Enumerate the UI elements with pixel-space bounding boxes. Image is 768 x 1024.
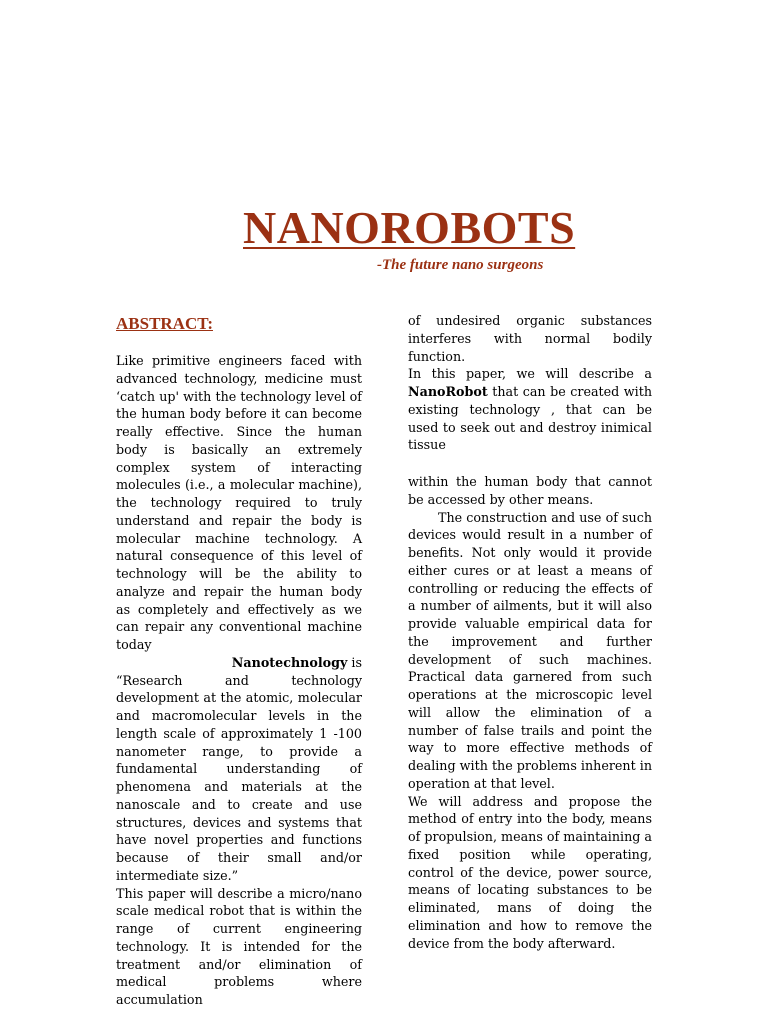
right-column-top xyxy=(408,312,652,454)
abstract-heading: ABSTRACT: xyxy=(116,314,213,333)
page-title: NANOROBOTS xyxy=(243,202,576,253)
describe-pre: In this paper, we will describe a xyxy=(408,366,652,382)
right-column-bottom xyxy=(408,473,652,952)
nanorobot-term: NanoRobot xyxy=(408,384,488,399)
construction-paragraph: The construction and use of such devices would result in a number of benefits. Not only would it provide either cures or at least a means of controlling or reducing the effects of a number of ailments, but it will also provide valuable empirical data for the improvement and further development of such machines. Practical data garnered from such operations at the microscopic level will allow the elimination of a number of false trails and point the way to more effective methods of dealing with the problems inherent in operation at that level. xyxy=(408,509,652,791)
abstract-paragraph-1: Like primitive engineers faced with advanced technology, medicine must ‘catch up' with the technology level of the human body before it can become really effective. Since the human body is basically an extremely complex system of interacting molecules (i.e., a molecular machine), the technology required to truly understand and repair the body is molecular machine technology. A natural consequence of this level of technology will be the ability to analyze and repair the human body as completely and effectively as we can repair any conventional machine today xyxy=(116,353,362,652)
describe-post: that can be created with existing technology , that can be used to seek out and destroy inimical tissue xyxy=(408,384,652,453)
page-subtitle: -The future nano surgeons xyxy=(377,257,544,273)
nanotechnology-term: Nanotechnology xyxy=(231,654,348,670)
describe-paragraph xyxy=(408,365,652,454)
nanotechnology-line xyxy=(116,654,362,672)
undesired-substances-paragraph: of undesired organic substances interferes with normal bodily function. xyxy=(408,313,652,364)
nanotechnology-is: is xyxy=(347,654,362,670)
left-column xyxy=(116,352,362,1009)
abstract-paragraph-3: This paper will describe a micro/nano scale medical robot that is within the range of current engineering technology. It is intended for the treatment and/or elimination of medical problems where accumulation xyxy=(116,885,362,1007)
address-paragraph: We will address and propose the method of entry into the body, means of propulsion, means of maintaining a fixed position while operating, control of the device, power source, means of locating substances to be eliminated, mans of doing the elimination and how to remove the device from the body afterward. xyxy=(408,793,652,951)
nanotechnology-definition: “Research and technology development at the atomic, molecular and macromolecular levels in the length scale of approximately 1 -100 nanometer range, to provide a fundamental understanding of phenomena and materials at the nanoscale and to create and use structures, devices and systems that have novel properties and functions because of their small and/or intermediate size.” xyxy=(116,672,362,883)
within-body-paragraph: within the human body that cannot be accessed by other means. xyxy=(408,474,652,507)
